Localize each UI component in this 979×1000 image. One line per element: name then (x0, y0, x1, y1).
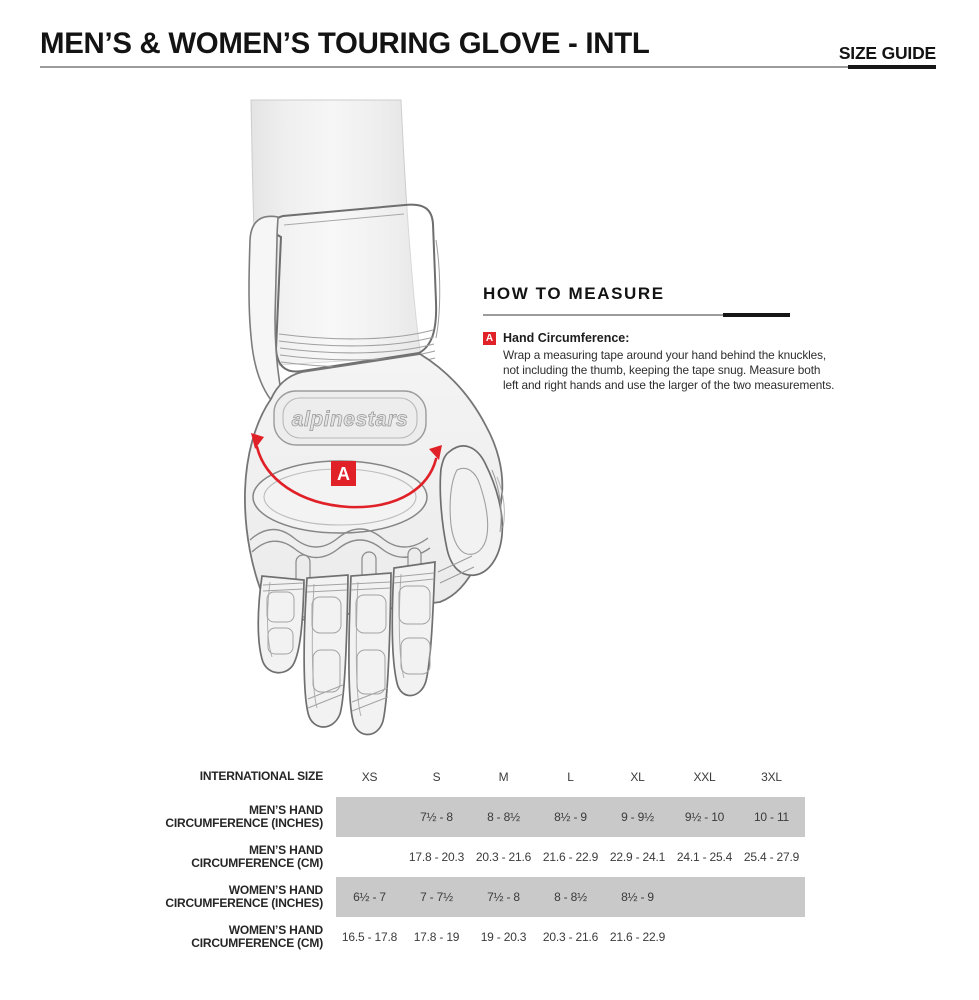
size-col-header: L (567, 770, 574, 784)
alpinestars-logo-text: alpinestars (291, 408, 409, 431)
row-label: WOMEN’S HAND CIRCUMFERENCE (INCHES) (165, 882, 323, 910)
table-cell: 7½ - 8 (487, 890, 520, 904)
table-row (0, 877, 805, 917)
instruction-line: Wrap a measuring tape around your hand behind the knuckles, (503, 348, 827, 362)
table-cell: 8½ - 9 (621, 890, 654, 904)
page-title: MEN’S & WOMEN’S TOURING GLOVE - INTL (40, 27, 650, 60)
table-cell: 22.9 - 24.1 (609, 850, 666, 864)
instruction-line: not including the thumb, keeping the tape snug. Measure both (503, 363, 821, 377)
table-cell: 21.6 - 22.9 (542, 850, 599, 864)
table-cell: 8½ - 9 (554, 810, 587, 824)
table-cell: 17.8 - 20.3 (408, 850, 465, 864)
finger-pinky (258, 576, 304, 673)
hand-circumference-title: Hand Circumference: (503, 331, 630, 345)
table-cell: 7½ - 8 (420, 810, 453, 824)
finger-middle (349, 573, 391, 735)
table-row (0, 917, 805, 957)
international-size-label: INTERNATIONAL SIZE (199, 769, 323, 784)
table-cell: 20.3 - 21.6 (475, 850, 532, 864)
size-col-header: S (432, 770, 441, 784)
size-col-header: XS (361, 770, 378, 784)
table-cell: 19 - 20.3 (480, 930, 527, 944)
table-cell: 8 - 8½ (554, 890, 587, 904)
table-cell: 16.5 - 17.8 (341, 930, 398, 944)
glove-svg (0, 0, 560, 760)
instruction-line: left and right hands and use the larger of the two measurements. (503, 378, 835, 392)
how-to-measure-title: HOW TO MEASURE (483, 284, 665, 303)
how-to-measure-section (483, 284, 835, 393)
size-col-header: XXL (693, 770, 716, 784)
table-cell: 7 - 7½ (420, 890, 453, 904)
size-table-header-row (0, 764, 805, 790)
how-to-measure-rule-accent (723, 313, 790, 317)
table-cell: 8 - 8½ (487, 810, 520, 824)
size-table (0, 764, 805, 957)
table-row (0, 797, 805, 837)
table-cell: 9 - 9½ (621, 810, 654, 824)
row-label: MEN’S HAND CIRCUMFERENCE (INCHES) (165, 802, 323, 830)
table-cell: 24.1 - 25.4 (676, 850, 733, 864)
measurement-a-label: A (337, 464, 350, 484)
row-label: WOMEN’S HAND CIRCUMFERENCE (CM) (191, 922, 323, 950)
size-guide-tab[interactable]: SIZE GUIDE (838, 43, 936, 63)
glove-illustration (0, 0, 560, 760)
header-rule-accent (848, 65, 936, 69)
size-col-header: M (498, 770, 509, 784)
size-col-header: 3XL (761, 770, 782, 784)
a-marker-badge: A (483, 332, 496, 345)
table-cell: 21.6 - 22.9 (609, 930, 666, 944)
finger-index (392, 562, 435, 696)
table-cell: 10 - 11 (753, 810, 790, 824)
gauntlet-cuff (273, 205, 440, 372)
table-cell: 25.4 - 27.9 (743, 850, 800, 864)
hand-circumference-item (483, 331, 835, 393)
how-to-measure-rule (483, 314, 790, 316)
alpinestars-logo (274, 391, 426, 445)
row-label: MEN’S HAND CIRCUMFERENCE (CM) (191, 842, 323, 870)
finger-ring (304, 575, 348, 727)
table-cell: 9½ - 10 (684, 810, 725, 824)
measurement-a-badge (331, 461, 356, 486)
table-cell: 17.8 - 19 (413, 930, 460, 944)
table-row (0, 837, 805, 877)
table-cell: 20.3 - 21.6 (542, 930, 599, 944)
size-col-header: XL (630, 770, 645, 784)
table-cell: 6½ - 7 (353, 890, 386, 904)
